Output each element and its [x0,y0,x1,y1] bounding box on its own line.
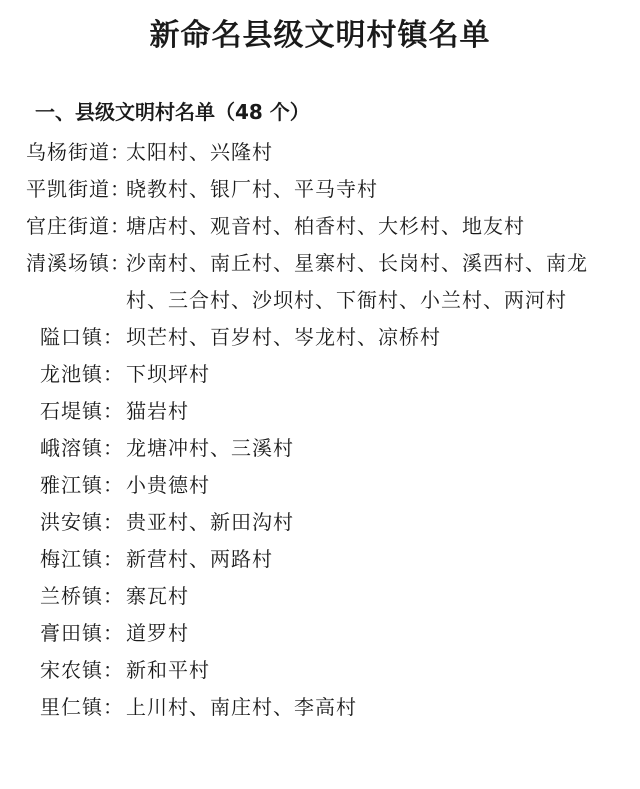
township-label: 峨溶镇： [40,436,124,460]
township-label: 龙池镇： [40,362,124,386]
township-label: 兰桥镇： [40,584,124,608]
list-item [26,615,616,652]
list-item [26,171,616,208]
township-label: 宋农镇： [40,658,124,682]
township-label: 清溪场镇： [26,251,131,275]
township-label: 膏田镇： [40,621,124,645]
village-list [26,134,616,726]
village-names: 塘店村、观音村、柏香村、大杉村、地友村 [126,214,525,238]
village-names: 龙塘冲村、三溪村 [126,436,294,460]
township-label: 梅江镇： [40,547,124,571]
list-item [26,504,616,541]
village-names: 上川村、南庄村、李高村 [126,695,357,719]
village-names: 寨瓦村 [126,584,189,608]
list-item [26,208,616,245]
township-label: 乌杨街道： [26,140,131,164]
township-label: 平凯街道： [26,177,131,201]
list-item [26,541,616,578]
township-label: 官庄街道： [26,214,131,238]
township-label: 里仁镇： [40,695,124,719]
village-names: 新营村、两路村 [126,547,273,571]
village-names: 小贵德村 [126,473,210,497]
village-names: 下坝坪村 [126,362,210,386]
list-item [26,652,616,689]
list-item [26,319,616,356]
document-title: 新命名县级文明村镇名单 [149,18,491,53]
village-names: 晓教村、银厂村、平马寺村 [126,177,378,201]
list-item [26,134,616,171]
list-item [26,245,616,319]
list-item [26,578,616,615]
village-names: 猫岩村 [126,399,189,423]
list-item [26,356,616,393]
list-item [26,430,616,467]
village-names: 沙南村、南丘村、星寨村、长岗村、溪西村、南龙村、三合村、沙坝村、下衙村、小兰村、两河村 [126,251,588,312]
list-item [26,393,616,430]
list-item [26,689,616,726]
village-names: 贵亚村、新田沟村 [126,510,294,534]
village-names: 道罗村 [126,621,189,645]
list-item [26,467,616,504]
township-label: 雅江镇： [40,473,124,497]
village-names: 新和平村 [126,658,210,682]
village-names: 坝芒村、百岁村、岑龙村、凉桥村 [126,325,441,349]
section-heading: 一、县级文明村名单（48 个） [35,100,310,124]
township-label: 石堤镇： [40,399,124,423]
township-label: 洪安镇： [40,510,124,534]
village-names: 太阳村、兴隆村 [126,140,273,164]
township-label: 隘口镇： [40,325,124,349]
